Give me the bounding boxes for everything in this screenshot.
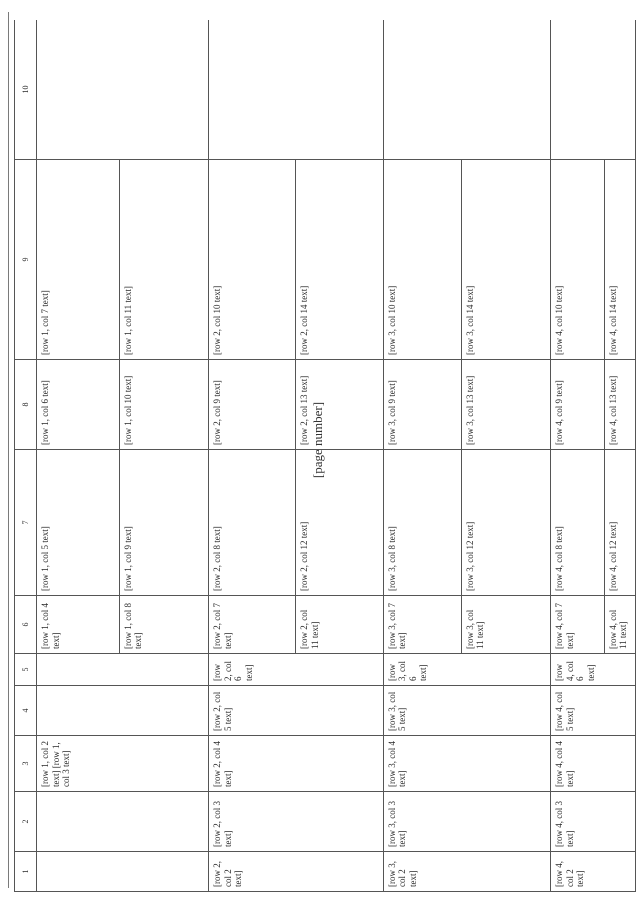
characteristic-name-cell: [row 1, col 8 text] (119, 596, 208, 654)
column-number: 3 (15, 736, 37, 792)
characteristic-name-cell: [row 1, col 4 text] (37, 596, 120, 654)
column-number: 9 (15, 160, 37, 360)
unit-cell: [row 3, col 6 text] (383, 654, 551, 686)
column-number: 10 (15, 20, 37, 160)
characteristic-value-cell: [row 4, col 8 text] (551, 450, 605, 596)
position-category-cell: [row 3, col 4 text] (383, 736, 551, 792)
rotated-table-area (14, 20, 636, 892)
characteristic-name-cell: [row 3, col 9 text] (383, 360, 461, 450)
justification-cell (37, 20, 209, 160)
okei-code-cell (37, 686, 209, 736)
column-number: 8 (15, 360, 37, 450)
row-number-cell: [row 4, col 2 text] (551, 852, 636, 892)
characteristic-value-cell: [row 2, col 8 text] (209, 450, 296, 596)
column-number: 1 (15, 852, 37, 892)
unit-cell: [row 2, col 6 text] (209, 654, 383, 686)
row-number-cell: [row 2, col 2 text] (209, 852, 383, 892)
characteristic-name-cell: [row 4, col 11 text] (604, 596, 635, 654)
table-row (209, 20, 296, 892)
characteristic-value-cell: [row 2, col 12 text] (296, 450, 383, 596)
row-number-cell: [row 3, col 2 text] (383, 852, 551, 892)
okei-code-cell: [row 3, col 5 text] (383, 686, 551, 736)
characteristic-value-cell: [row 1, col 9 text] (119, 450, 208, 596)
code-cell: [row 2, col 3 text] (209, 792, 383, 852)
characteristic-name-cell: [row 3, col 11 text] (461, 596, 550, 654)
column-number-row (15, 20, 37, 892)
okei-code-cell: [row 4, col 5 text] (551, 686, 636, 736)
characteristic-name-cell: [row 4, col 9 text] (551, 360, 605, 450)
justification-cell (209, 20, 383, 160)
column-number: 2 (15, 792, 37, 852)
characteristic-value-cell: [row 3, col 12 text] (461, 450, 550, 596)
characteristic-name-cell: [row 2, col 9 text] (209, 360, 296, 450)
unit-cell (37, 654, 209, 686)
characteristic-value-cell: [row 4, col 12 text] (604, 450, 635, 596)
table-row (37, 20, 120, 892)
code-cell (37, 792, 209, 852)
column-number: 7 (15, 450, 37, 596)
characteristic-value-cell: [row 2, col 10 text] (209, 160, 296, 360)
position-category-cell: [row 4, col 4 text] (551, 736, 636, 792)
position-category-cell (37, 736, 209, 792)
characteristic-name-cell: [row 3, col 7 text] (383, 596, 461, 654)
unit-cell: [row 4, col 6 text] (551, 654, 636, 686)
row-number-cell (37, 852, 209, 892)
characteristic-value-cell: [row 1, col 11 text] (119, 160, 208, 360)
characteristic-value-cell: [row 4, col 14 text] (604, 160, 635, 360)
characteristic-name-cell: [row 4, col 13 text] (604, 360, 635, 450)
column-number: 6 (15, 596, 37, 654)
characteristic-name-cell: [row 3, col 13 text] (461, 360, 550, 450)
landscape-table-wrapper (14, 20, 636, 892)
position-text: [row 1, col 3 text] (50, 742, 72, 787)
table-row (551, 20, 605, 892)
characteristic-name-cell: [row 2, col 7 text] (209, 596, 296, 654)
position-text: [row 1, col 2 text] (40, 741, 61, 787)
characteristic-value-cell: [row 3, col 10 text] (383, 160, 461, 360)
code-cell: [row 4, col 3 text] (551, 792, 636, 852)
characteristic-value-cell: [row 4, col 10 text] (551, 160, 605, 360)
characteristic-name-cell: [row 1, col 6 text] (37, 360, 120, 450)
justification-cell (383, 20, 551, 160)
characteristic-name-cell: [row 4, col 7 text] (551, 596, 605, 654)
characteristic-value-cell: [row 2, col 14 text] (296, 160, 383, 360)
characteristic-name-cell: [row 1, col 10 text] (119, 360, 208, 450)
characteristic-name-cell: [row 2, col 11 text] (296, 596, 383, 654)
code-cell: [row 3, col 3 text] (383, 792, 551, 852)
characteristic-value-cell: [row 3, col 14 text] (461, 160, 550, 360)
okei-code-cell: [row 2, col 5 text] (209, 686, 383, 736)
position-category-cell: [row 2, col 4 text] (209, 736, 383, 792)
procurement-table (14, 20, 636, 892)
characteristic-value-cell: [row 3, col 8 text] (383, 450, 461, 596)
justification-cell (551, 20, 636, 160)
characteristic-value-cell: [row 1, col 5 text] (37, 450, 120, 596)
page-number: [page number] (310, 401, 325, 479)
characteristic-value-cell: [row 1, col 7 text] (37, 160, 120, 360)
table-row (383, 20, 461, 892)
column-number: 5 (15, 654, 37, 686)
characteristic-name-cell: [row 2, col 13 text] (296, 360, 383, 450)
column-number: 4 (15, 686, 37, 736)
scan-edge-line (8, 12, 9, 888)
